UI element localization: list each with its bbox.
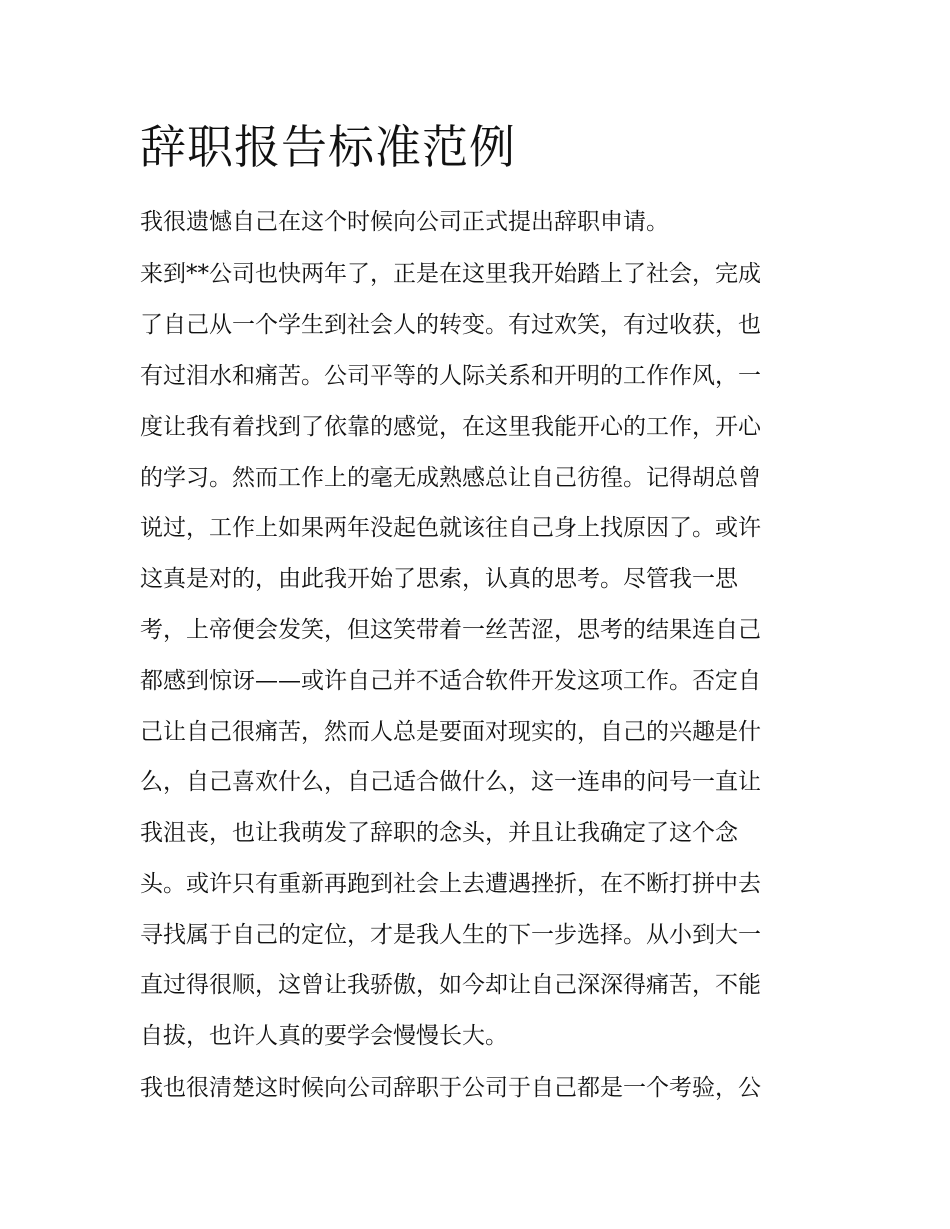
- paragraph-line: 考，上帝便会发笑，但这笑带着一丝苦涩，思考的结果连自己: [140, 617, 761, 643]
- paragraph-line: 说过，工作上如果两年没起色就该往自己身上找原因了。或许: [140, 515, 761, 541]
- paragraph-line: 头。或许只有重新再跑到社会上去遭遇挫折，在不断打拼中去: [140, 871, 761, 897]
- paragraph-line: 直过得很顺，这曾让我骄傲，如今却让自己深深得痛苦，不能: [140, 972, 761, 998]
- paragraph-line: 我沮丧，也让我萌发了辞职的念头，并且让我确定了这个念: [140, 820, 738, 846]
- paragraph-line: 来到**公司也快两年了，正是在这里我开始踏上了社会，完成: [140, 261, 761, 287]
- paragraph-line: 自拔，也许人真的要学会慢慢长大。: [140, 1023, 508, 1049]
- document-title: 辞职报告标准范例: [140, 120, 516, 174]
- paragraph-line: 我很遗憾自己在这个时候向公司正式提出辞职申请。: [140, 209, 669, 235]
- paragraph-line: 度让我有着找到了依靠的感觉，在这里我能开心的工作，开心: [140, 414, 761, 440]
- paragraph-line: 己让自己很痛苦，然而人总是要面对现实的，自己的兴趣是什: [140, 719, 761, 745]
- paragraph-line: 么，自己喜欢什么，自己适合做什么，这一连串的问号一直让: [140, 769, 761, 795]
- paragraph-line: 寻找属于自己的定位，才是我人生的下一步选择。从小到大一: [140, 922, 761, 948]
- paragraph-line: 的学习。然而工作上的毫无成熟感总让自己彷徨。记得胡总曾: [140, 465, 761, 491]
- paragraph-line: 了自己从一个学生到社会人的转变。有过欢笑，有过收获，也: [140, 312, 761, 338]
- paragraph-line: 有过泪水和痛苦。公司平等的人际关系和开明的工作作风，一: [140, 363, 761, 389]
- paragraph-line: 这真是对的，由此我开始了思索，认真的思考。尽管我一思: [140, 566, 738, 592]
- paragraph-line: 都感到惊讶——或许自己并不适合软件开发这项工作。否定自: [140, 668, 761, 694]
- paragraph-line: 我也很清楚这时候向公司辞职于公司于自己都是一个考验，公: [140, 1075, 761, 1101]
